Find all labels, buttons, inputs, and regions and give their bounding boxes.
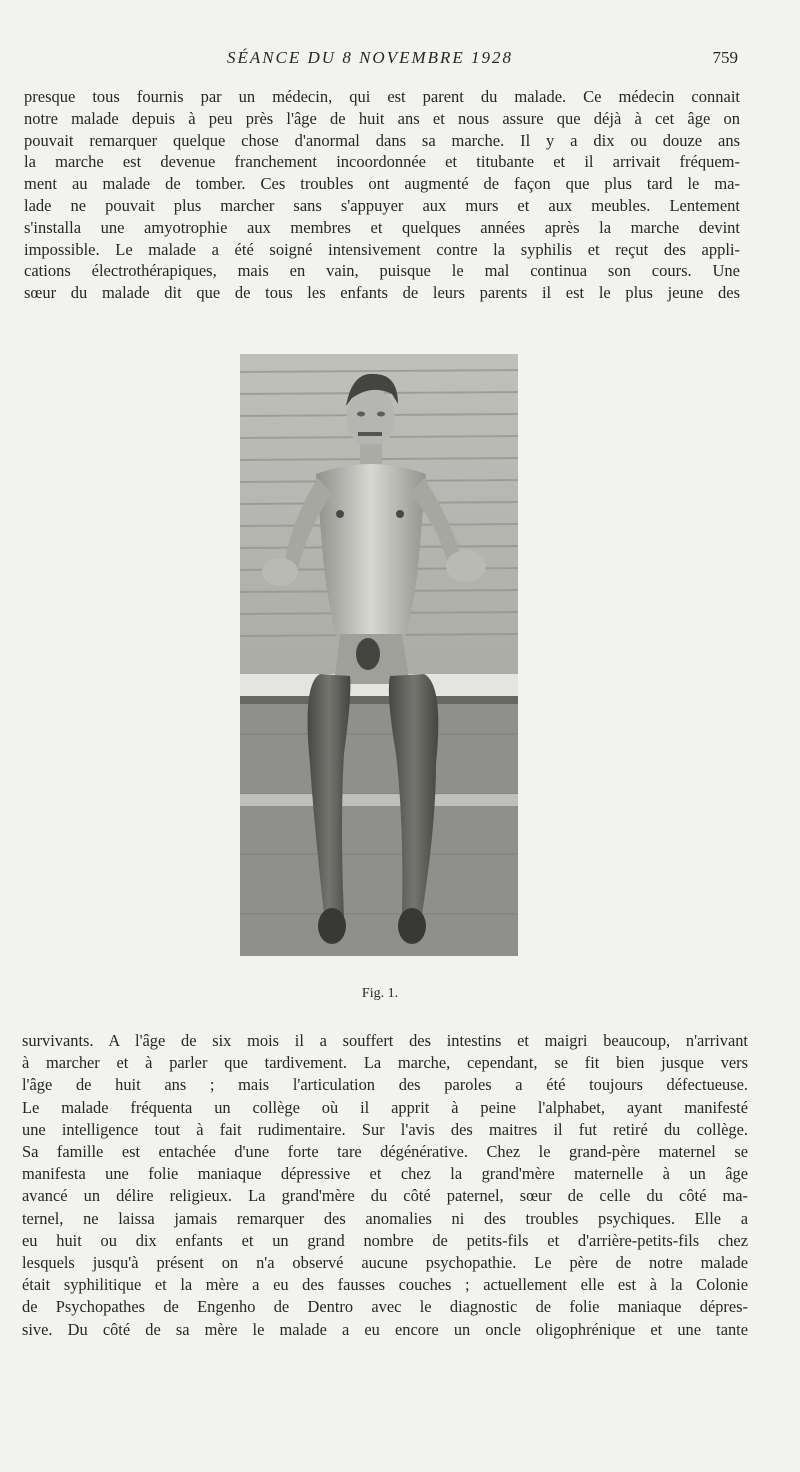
- text-line: avancé un délire religieux. La grand'mère du côté paternel, sœur de celle du côté ma-: [22, 1186, 748, 1206]
- text-line: ment au malade de tomber. Ces troubles ont augmenté de façon que plus tard le ma-: [24, 174, 740, 194]
- text-line: impossible. Le malade a été soigné intensivement contre la syphilis et reçut des appli-: [24, 239, 740, 259]
- text-line: manifesta une folie maniaque dépressive et chez la grand'mère maternelle à un âge: [22, 1164, 748, 1184]
- page-number: 759: [712, 48, 738, 67]
- paragraph-bottom: [22, 1030, 748, 1341]
- text-line: cations électrothérapiques, mais en vain, puisque le mal continua son cours. Une: [24, 261, 740, 281]
- photograph-illustration: [240, 354, 518, 956]
- text-line: ternel, ne laissa jamais remarquer des anomalies ni des troubles psychiques. Elle a: [22, 1208, 748, 1228]
- text-line: à marcher et à parler que tardivement. La marche, cependant, se fit bien jusque vers: [22, 1053, 748, 1073]
- page-header: [0, 48, 800, 74]
- text-line: eu huit ou dix enfants et un grand nombre de petits-fils et d'arrière-petits-fils chez: [22, 1230, 748, 1250]
- text-line: s'installa une amyotrophie aux membres et quelques années après la marche devint: [24, 217, 740, 237]
- text-line: presque tous fournis par un médecin, qui est parent du malade. Ce médecin connait: [24, 87, 740, 106]
- text-line: survivants. A l'âge de six mois il a souffert des intestins et maigri beaucoup, n'arrivant: [22, 1031, 748, 1050]
- text-line: lade ne pouvait plus marcher sans s'appuyer aux murs et aux meubles. Lentement: [24, 195, 740, 215]
- figure-caption: Fig. 1.: [361, 986, 399, 1001]
- paragraph-top: [24, 86, 740, 304]
- text-line: lesquels jusqu'à présent on n'a observé aucune psychopathie. Le père de notre malade: [22, 1253, 748, 1273]
- text-line: Sa famille est entachée d'une forte tare dégénérative. Chez le grand-père maternel se: [22, 1142, 748, 1162]
- text-line: de Psychopathes de Engenho de Dentro avec le diagnostic de folie maniaque dépres-: [22, 1297, 748, 1317]
- text-line: notre malade depuis à peu près l'âge de huit ans et nous assure que déjà à cet âge on: [24, 108, 740, 128]
- text-line: sœur du malade dit que de tous les enfants de leurs parents il est le plus jeune des: [24, 283, 740, 303]
- text-line: la marche est devenue franchement incoordonnée et titubante et il arrivait fréquem-: [24, 152, 740, 172]
- text-line: Le malade fréquenta un collège où il apprit à peine l'alphabet, ayant manifesté: [22, 1097, 748, 1117]
- text-line: l'âge de huit ans ; mais l'articulation des paroles a été toujours défectueuse.: [22, 1075, 748, 1095]
- text-line: sive. Du côté de sa mère le malade a eu encore un oncle oligophrénique et une tante: [22, 1319, 748, 1339]
- text-line: une intelligence tout à fait rudimentaire. Sur l'avis des maitres il fut retiré du collège.: [22, 1119, 748, 1139]
- text-line: était syphilitique et la mère a eu des fausses couches ; actuellement elle est à la Colonie: [22, 1275, 748, 1295]
- figure-photograph: [240, 354, 518, 956]
- running-title: SÉANCE DU 8 NOVEMBRE 1928: [226, 48, 514, 67]
- text-line: pouvait remarquer quelque chose d'anormal dans sa marche. Il y a dix ou douze ans: [24, 130, 740, 150]
